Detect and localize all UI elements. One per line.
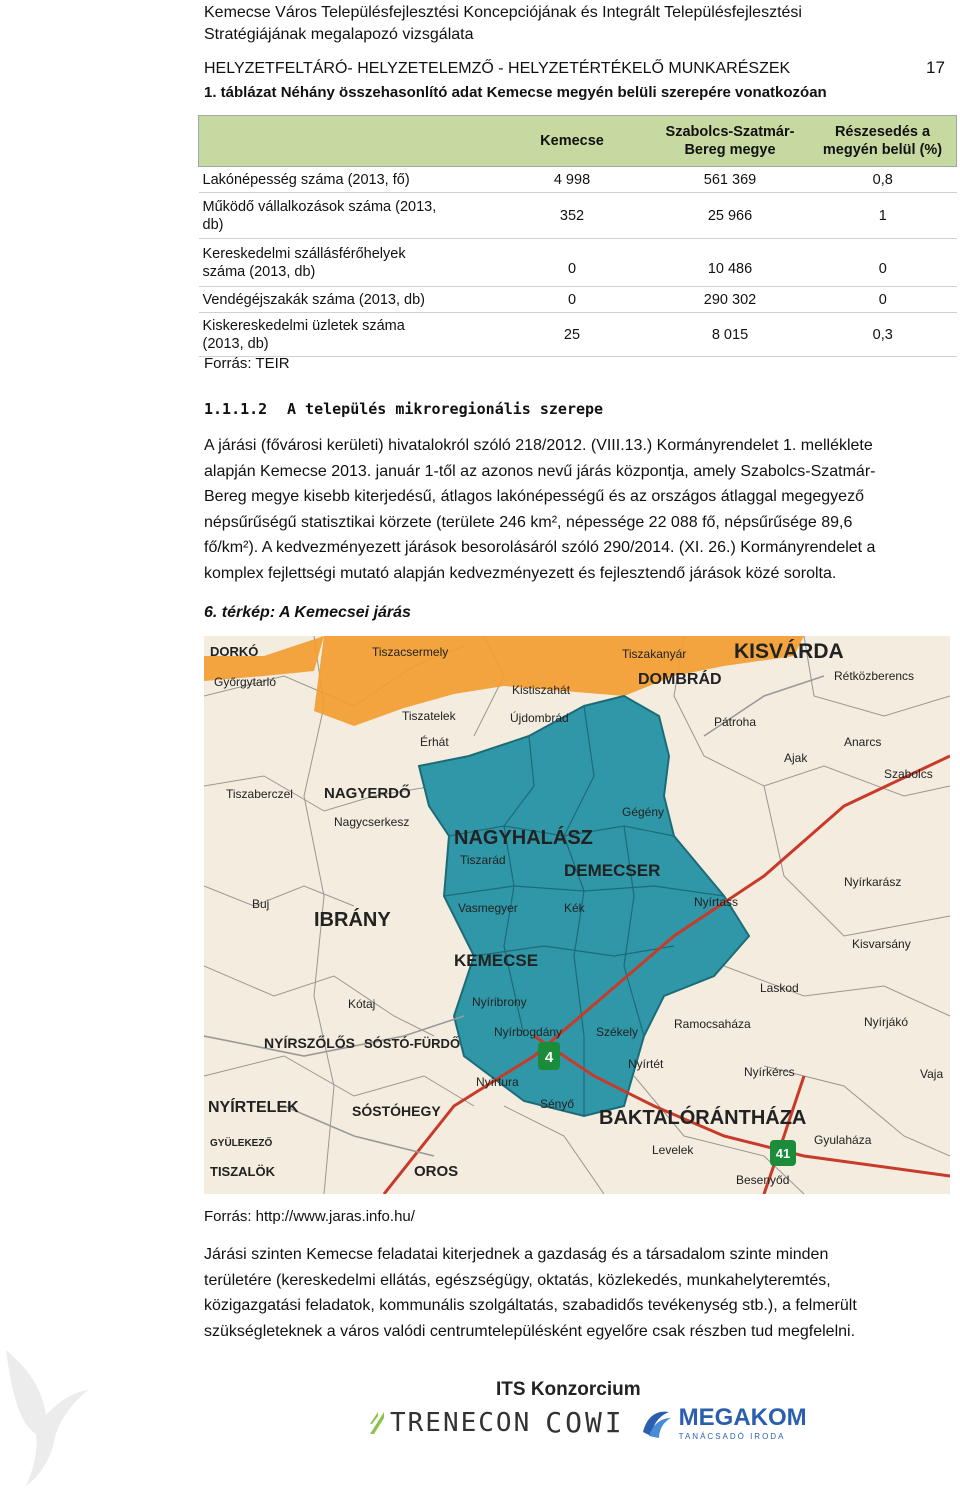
trenecon-logo [368,1408,531,1438]
cell-county: 8 015 [651,313,809,357]
trenecon-mark-icon [368,1410,386,1436]
section-title: A település mikroregionális szerepe [287,400,604,418]
place-label: Ajak [784,751,808,765]
place-label: Kistiszahát [512,683,571,697]
place-label: Szabolcs [884,767,933,781]
trenecon-wordmark: TRENECON [390,1407,532,1438]
cowi-wordmark: COWI [545,1406,625,1439]
place-label: Vasmegyer [458,901,518,915]
place-label: Tiszatelek [402,709,456,723]
paragraph-line: szükségleteknek a város valódi centrumtelepülésként egyelőre csak részben tud megfelelni. [204,1322,856,1340]
col-header-share-line2: megyén belül (%) [822,142,943,158]
cell-county: 561 369 [651,167,809,193]
megakom-subtitle: TANÁCSADÓ IRODA [678,1432,786,1441]
place-label: KISVÁRDA [734,640,844,663]
cell-share: 0 [809,239,957,287]
cell-kemecse: 352 [493,193,651,239]
header-line-2: Stratégiájának megalapozó vizsgálata [204,26,474,43]
place-label: Tiszarád [460,853,506,867]
consortium-title: ITS Konzorcium [496,1379,641,1400]
page-number: 17 [926,58,945,77]
place-label: Ramocsaháza [674,1017,751,1031]
paragraph-line: területére (kereskedelmi ellátás, egészségügy, oktatás, közlekedés, munkahelyteremtés, [204,1271,831,1289]
megakom-text [679,1404,807,1441]
row-label-line: száma (2013, db) [202,263,316,280]
table-row [199,313,957,357]
place-label: Nyírkércs [744,1065,795,1079]
cell-kemecse: 0 [493,287,651,313]
place-label: DORKÓ [210,644,259,659]
place-label: Nyírtét [628,1057,664,1071]
row-label-line: Működő vállalkozások száma (2013, [202,198,437,215]
district-map [204,636,950,1194]
cell-county: 10 486 [651,239,809,287]
place-label: OROS [414,1163,459,1180]
cell-share: 1 [809,193,957,239]
place-label: SÓSTÓ-FÜRDŐ [364,1036,461,1051]
place-label: Nyírbogdány [494,1025,563,1039]
place-label: Vaja [920,1067,944,1081]
header-empty-cell [199,116,494,167]
megakom-logo [639,1404,807,1441]
place-label: Pátroha [714,715,757,729]
paragraph-line: közigazgatási feladatok, kommunális szolgáltatás, szabadidős tevékenység stb.), a felmerült [204,1297,857,1314]
place-label: SÓSTÓHEGY [352,1103,441,1119]
row-label [199,313,494,357]
header-line-3: HELYZETFELTÁRÓ- HELYZETELEMZŐ - HELYZETÉRTÉKELŐ MUNKARÉSZEK [204,60,791,77]
col-header-share-line1: Részesedés a [834,124,931,140]
place-label: Kótaj [348,997,376,1011]
col-header-county-line2: Bereg megye [684,142,776,158]
cell-county: 25 966 [651,193,809,239]
place-label: Győrgytarló [214,675,277,689]
place-label: Tiszaberczel [226,787,293,801]
table-row [199,239,957,287]
place-label: DOMBRÁD [638,671,722,688]
col-header-county-line1: Szabolcs-Szatmár- [665,124,795,140]
col-header-kemecse: Kemecse [493,116,651,167]
road-badge-label: 4 [544,1049,554,1066]
paragraph-line: A járási (fővárosi kerületi) hivatalokról szóló 218/2012. (VIII.13.) Kormányrendelet 1. melléklete [204,437,873,454]
cell-share: 0,8 [809,167,957,193]
place-label: Nyíribrony [472,995,527,1009]
row-label-line: Kereskedelmi szállásférőhelyek [202,245,406,262]
col-header-share [809,116,957,167]
cell-share: 0 [809,287,957,313]
cell-county: 290 302 [651,287,809,313]
row-label-line: Kiskereskedelmi üzletek száma [202,317,405,334]
place-label: Tiszakanyár [622,647,687,661]
row-label [199,239,494,287]
place-label: Buj [252,897,270,911]
place-label: Újdombrád [510,711,569,725]
section-number: 1.1.1.2 [204,400,268,418]
place-label: Nyírtass [694,895,739,909]
megakom-wordmark: MEGAKOM [678,1404,807,1431]
place-label: IBRÁNY [314,909,391,931]
place-label: Levelek [652,1143,694,1157]
place-label: Nagycserkesz [334,815,410,829]
paragraph-line: alapján Kemecse 2013. január 1-től az azonos nevű járás központja, amely Szabolcs-Szatmár- [204,462,876,480]
megakom-mark-icon [639,1406,673,1440]
place-label: BAKTALÓRÁNTHÁZA [599,1107,807,1129]
col-header-county [651,116,809,167]
place-label: Érhát [420,735,449,749]
table-row [199,167,957,193]
place-label: Nyírtura [476,1075,519,1089]
map-source: Forrás: http://www.jaras.info.hu/ [204,1208,415,1225]
place-label: Laskod [760,981,799,995]
place-label: Anarcs [844,735,882,749]
place-label: NYÍRSZŐLŐS [264,1035,356,1051]
cell-kemecse: 4 998 [493,167,651,193]
paragraph-line: Járási szinten Kemecse feladatai kiterjednek a gazdaság és a társadalom szinte minden [204,1246,829,1263]
map-caption: 6. térkép: A Kemecsei járás [204,604,411,621]
row-label-line: (2013, db) [202,335,269,352]
header-line-1: Kemecse Város Településfejlesztési Koncepciójának és Integrált Településfejlesztési [204,4,802,21]
road-badge-label: 41 [775,1146,791,1161]
place-label: NYÍRTELEK [208,1099,299,1116]
table-row [199,287,957,313]
place-label: Besenyőd [736,1173,790,1187]
cell-kemecse: 25 [493,313,651,357]
place-label: Kisvarsány [852,937,911,951]
place-label: Tiszacsermely [372,645,449,659]
row-label-line: db) [202,216,224,233]
place-label: DEMECSER [564,861,661,880]
place-label: Nyírkarász [844,875,902,889]
place-label: Nyírjákó [864,1015,909,1029]
cell-kemecse: 0 [493,239,651,287]
place-label: NAGYHALÁSZ [454,827,593,849]
seagull-watermark-icon [0,1330,90,1489]
place-label: KEMECSE [454,951,539,970]
footer-logos [368,1404,807,1441]
stats-table [198,115,957,357]
table-caption: 1. táblázat Néhány összehasonlító adat Kemecse megyén belüli szerepére vonatkozóan [204,84,827,101]
place-label: TISZALÖK [210,1164,275,1179]
place-label: Sényő [540,1097,575,1111]
row-label: Lakónépesség száma (2013, fő) [199,167,494,193]
cell-share: 0,3 [809,313,957,357]
table-header-row [199,116,957,167]
paragraph-line: fő/km²). A kedvezményezett járások besorolásáról szóló 290/2014. (XI. 26.) Kormányrendelet a [204,539,876,556]
place-label: Kék [564,901,585,915]
place-label: Gégény [622,805,665,819]
place-label: Gyulaháza [814,1133,872,1147]
district-map-svg [204,636,950,1194]
place-label: Rétközberencs [834,669,915,683]
road-badge-4 [538,1042,560,1070]
paragraph-line: népsűrűségű statisztikai körzete (területe 246 km², népessége 22 088 fő, népsűrűsége 89,6 [204,513,853,531]
paragraph-jaras [204,433,946,586]
table-row [199,193,957,239]
row-label [199,193,494,239]
paragraph-line: Bereg megye kisebb kiterjedésű, átlagos lakónépességű és az országos átlaggal megegyező [204,488,864,505]
table-source: Forrás: TEIR [204,355,290,372]
road-badge-41 [770,1140,796,1166]
place-label: GYÜLEKEZŐ [210,1138,273,1149]
paragraph-tasks [204,1242,946,1344]
place-label: Székely [596,1025,639,1039]
paragraph-line: komplex fejlettségi mutató alapján kedvezményezett és fejlesztendő járások közé sorolta. [204,564,837,582]
row-label: Vendégéjszakák száma (2013, db) [199,287,494,313]
place-label: NAGYERDŐ [324,785,411,802]
